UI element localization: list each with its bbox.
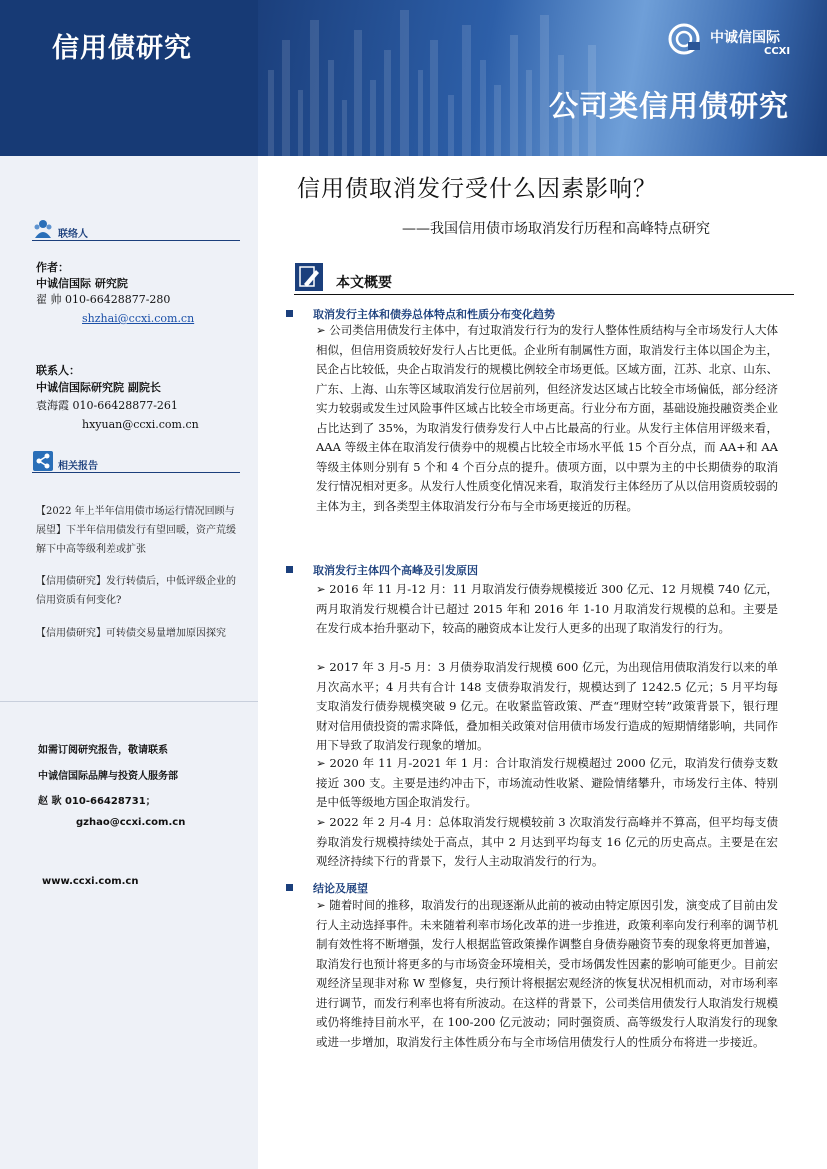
section-3-paragraph: ➢ 随着时间的推移，取消发行的出现逐渐从此前的被动由特定原因引发，演变成了目前由发行人主动选择事件。未来随着利率市场化改革的进一步推进，政策利率向发行利率的调节机制有效性将不断增强，发行人根据监管政策操作调整自身债券融资节奏的现象将更加普遍，取消发行也预计将更多的与市场资金环境相关，受市场偶发性因素的影响可能更少。目前宏观经济呈现非对称 W 型修复，央行预计将根据宏观经济的恢复状况相机而动，对市场利率进行调节，而发行利率也将有所波动。在这样的背景下，公司类信用债发行人取消发行规模或仍将维持目前水平，在 100-200 亿元波动；同时强资质、高等级发行人取消发行的现象或进一步增加，取消发行主体性质分布与全市场信用债发行人的性质分布将进一步接近。 bbox=[316, 898, 778, 1049]
logo-text-cn: 中诚信国际 bbox=[710, 30, 780, 46]
bullet-square-icon bbox=[286, 310, 293, 317]
header-left-title: 信用债研究 bbox=[52, 33, 192, 64]
liaison-org: 中诚信国际研究院 副院长 bbox=[36, 381, 161, 394]
author-org: 中诚信国际 研究院 bbox=[36, 277, 128, 290]
people-icon bbox=[32, 218, 54, 240]
author-email-link[interactable]: shzhai@ccxi.com.cn bbox=[82, 312, 195, 325]
share-icon bbox=[32, 450, 54, 472]
liaison-label: 联系人： bbox=[36, 364, 80, 377]
header-right-title: 公司类信用债研究 bbox=[548, 89, 789, 123]
summary-label: 本文概要 bbox=[336, 275, 392, 291]
subscribe-email[interactable]: gzhao@ccxi.com.cn bbox=[76, 817, 186, 828]
related-report-3[interactable] bbox=[36, 624, 240, 643]
page-subtitle: ——我国信用债市场取消发行历程和高峰特点研究 bbox=[402, 221, 710, 237]
contact-label: 联络人 bbox=[58, 229, 88, 240]
section-heading-1 bbox=[286, 306, 555, 322]
city-bars-decoration bbox=[258, 0, 608, 156]
related-report-1-tag: 【2022 年上半年信用债市场运行情况回顾与展望】 bbox=[36, 506, 235, 536]
section-heading-3-text: 结论及展望 bbox=[313, 882, 368, 895]
subscribe-line-2: 中诚信国际品牌与投资人服务部 bbox=[38, 771, 178, 782]
logo-text-en: CCXI bbox=[764, 46, 791, 57]
section-2-paragraph-3: ➢ 2020 年 11 月-2021 年 1 月：合计取消发行规模超过 2000 亿元，取消发行债券支数接近 300 支。主要是违约冲击下，市场流动性收紧、避险情绪攀升，市场发行主体、特别是中低等级地方国企取消发行。 bbox=[316, 756, 778, 809]
section-2-paragraph-2: ➢ 2017 年 3 月-5 月：3 月债券取消发行规模 600 亿元，为出现信用债取消发行以来的单月次高水平；4 月共有合计 148 支债券取消发行，规模达到了 1242.5 亿元；5 月平均每支取消发行债券规模突破 9 亿元。在收紧监管政策、严查“理财空转”政策背景下，银行理财对信用债投资的需求降低，叠加相关政策对信用债市场发行造成的短期情绪影响，共同作用下导致了取消发行现象的增加。 bbox=[316, 660, 778, 752]
summary-header bbox=[294, 262, 794, 295]
author-label: 作者： bbox=[36, 261, 69, 274]
ccxi-logo bbox=[666, 22, 796, 62]
section-heading-3 bbox=[286, 880, 368, 896]
section-1-paragraph: ➢ 公司类信用债发行主体中，有过取消发行行为的发行人整体性质结构与全市场发行人大体相似，但信用资质较好发行人占比更低。企业所有制属性方面，取消发行主体以国企为主，民企占比较低，央企占取消发行的规模比例较全市场更低。区域方面，江苏、北京、山东、广东、上海、山东等区域取消发行位居前列，但经济发达区域占比较全市场偏低，部分经济实力较弱或发生过风险事件区域占比较全市场更高。行业分布方面，基础设施投融资类企业占比达到了 35%，为取消发行债券发行人中占比最高的行业。从发行主体信用评级来看，AAA 等级主体在取消发行债券中的规模占比较全市场水平低 15 个百分点，而 AA+和 AA 等级主体则分别有 5 个和 4 个百分点的提升。债项方面，以中票为主的中长期债券的取消发行情况相对更多。从发行人性质变化情况来看，取消发行主体经历了从以信用资质较弱的主体为主，到各类型主体取消发行分布与全市场更接近的历程。 bbox=[316, 323, 778, 513]
sidebar bbox=[0, 156, 258, 1169]
bullet-square-icon bbox=[286, 884, 293, 891]
related-section-header bbox=[32, 450, 240, 473]
related-report-1-text: 下半年信用债发行有望回暖，资产荒缓解下中高等级利差或扩张 bbox=[36, 525, 236, 555]
author-name-phone: 翟 帅 010-66428877-280 bbox=[36, 293, 171, 306]
section-heading-2 bbox=[286, 562, 478, 578]
subscribe-line-3: 赵 耿 010-66428731； bbox=[38, 796, 156, 807]
section-2-paragraph-4: ➢ 2022 年 2 月-4 月：总体取消发行规模较前 3 次取消发行高峰并不算高，但平均每支债券取消发行规模持续处于高点，其中 2 月达到平均每支 16 亿元的历史高点。主要是在宏观经济持续下行的背景下，发行人主动取消发行的行为。 bbox=[316, 815, 778, 868]
related-label: 相关报告 bbox=[58, 461, 98, 472]
page-title: 信用债取消发行受什么因素影响？ bbox=[297, 176, 657, 202]
liaison-email: hxyuan@ccxi.com.cn bbox=[82, 418, 199, 431]
related-report-2-text: 发行转债后，中低评级企业的信用资质有何变化? bbox=[36, 576, 236, 606]
website-link[interactable]: www.ccxi.com.cn bbox=[42, 876, 139, 887]
header-banner bbox=[0, 0, 827, 156]
section-2-paragraph-1: ➢ 2016 年 11 月-12 月：11 月取消发行债券规模接近 300 亿元、12 月规模 740 亿元，两月取消发行规模合计已超过 2015 年和 2016 年 1-10 月取消发行规模的总和。主要是在发行成本抬升驱动下，较高的融资成本让发行人更多的出现了取消发行的行为。 bbox=[316, 582, 778, 635]
liaison-name-phone: 袁海霞 010-66428877-261 bbox=[36, 399, 178, 412]
edit-document-icon bbox=[294, 262, 324, 292]
section-heading-1-text: 取消发行主体和债券总体特点和性质分布变化趋势 bbox=[313, 308, 555, 321]
related-report-3-tag: 【信用债研究】 bbox=[36, 628, 106, 639]
section-heading-2-text: 取消发行主体四个高峰及引发原因 bbox=[313, 564, 478, 577]
sidebar-divider bbox=[0, 701, 258, 702]
related-report-3-text: 可转债交易量增加原因探究 bbox=[106, 628, 226, 639]
related-report-1[interactable] bbox=[36, 502, 240, 559]
ccxi-logo-icon bbox=[666, 22, 702, 56]
header-left-panel bbox=[0, 0, 258, 156]
subscribe-line-1: 如需订阅研究报告，敬请联系 bbox=[38, 745, 168, 756]
bullet-square-icon bbox=[286, 566, 293, 573]
contact-section-header bbox=[32, 218, 240, 241]
related-report-2-tag: 【信用债研究】 bbox=[36, 576, 106, 587]
related-report-2[interactable] bbox=[36, 572, 240, 610]
